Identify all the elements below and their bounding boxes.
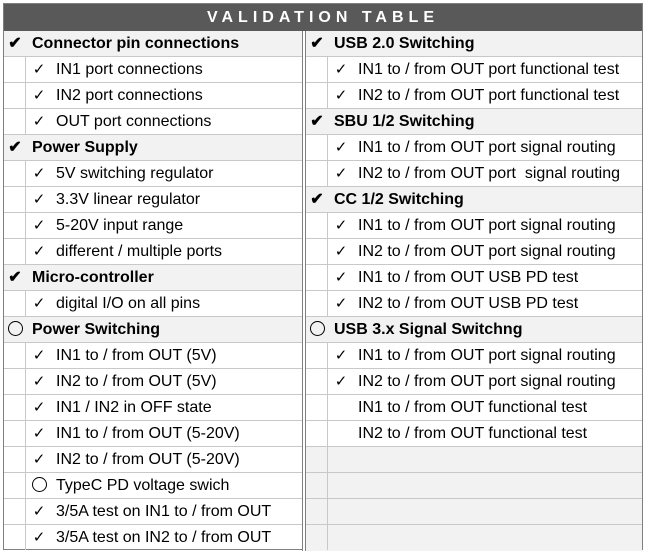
empty-row (306, 525, 642, 551)
table-title: VALIDATION TABLE (4, 4, 642, 31)
checkmark-icon: ✓ (32, 191, 46, 208)
open-circle-icon (32, 477, 47, 492)
test-row (4, 499, 302, 525)
indent-cell (306, 525, 328, 550)
test-row (4, 291, 302, 317)
test-label: IN2 to / from OUT port signal routing (358, 165, 621, 182)
checkmark-icon: ✔ (310, 113, 324, 130)
test-row (4, 447, 302, 473)
category-label: USB 3.x Signal Switchng (334, 321, 523, 338)
indent-cell (4, 161, 26, 186)
category-row (4, 135, 302, 161)
indent-cell (4, 213, 26, 238)
empty-row (306, 473, 642, 499)
checkmark-icon: ✓ (32, 399, 46, 416)
test-row (4, 473, 302, 499)
category-label: SBU 1/2 Switching (334, 113, 475, 130)
test-label: 5-20V input range (56, 217, 184, 234)
indent-cell (306, 499, 328, 524)
test-row (306, 213, 642, 239)
checkmark-icon: ✓ (32, 295, 46, 312)
test-label: IN1 to / from OUT port signal routing (358, 347, 616, 364)
test-row (4, 343, 302, 369)
category-label: CC 1/2 Switching (334, 191, 464, 208)
test-label: IN2 to / from OUT port signal routing (358, 373, 616, 390)
category-row (306, 109, 642, 135)
test-label: digital I/O on all pins (56, 295, 201, 312)
indent-cell (306, 369, 328, 394)
checkmark-icon: ✓ (334, 139, 348, 156)
checkmark-icon: ✔ (8, 35, 22, 52)
checkmark-icon: ✓ (32, 425, 46, 442)
checkmark-icon: ✓ (334, 373, 348, 390)
checkmark-icon: ✓ (32, 61, 46, 78)
test-row (306, 291, 642, 317)
checkmark-icon: ✓ (334, 61, 348, 78)
test-label: IN2 to / from OUT (5-20V) (56, 451, 240, 468)
test-label: IN2 to / from OUT functional test (358, 425, 588, 442)
test-row (4, 213, 302, 239)
test-row (306, 57, 642, 83)
indent-cell (4, 83, 26, 108)
category-row (4, 31, 302, 57)
test-row (4, 421, 302, 447)
indent-cell (306, 473, 328, 498)
test-label: IN2 to / from OUT port signal routing (358, 243, 616, 260)
test-label: 5V switching regulator (56, 165, 214, 182)
indent-cell (306, 239, 328, 264)
indent-cell (4, 525, 26, 550)
indent-cell (306, 161, 328, 186)
test-label: different / multiple ports (56, 243, 223, 260)
category-row (4, 317, 302, 343)
category-row (306, 317, 642, 343)
indent-cell (4, 447, 26, 472)
test-label: IN1 to / from OUT USB PD test (358, 269, 579, 286)
test-row (4, 57, 302, 83)
test-label: 3/5A test on IN1 to / from OUT (56, 503, 272, 520)
indent-cell (306, 447, 328, 472)
test-row (4, 369, 302, 395)
indent-cell (306, 83, 328, 108)
test-label: IN1 to / from OUT port functional test (358, 61, 620, 78)
test-label: TypeC PD voltage swich (56, 477, 230, 494)
category-label: Power Supply (32, 139, 138, 156)
checkmark-icon: ✓ (334, 269, 348, 286)
test-label: 3.3V linear regulator (56, 191, 201, 208)
checkmark-icon: ✓ (32, 529, 46, 546)
checkmark-icon: ✔ (8, 269, 22, 286)
indent-cell (306, 291, 328, 316)
indent-cell (306, 265, 328, 290)
indent-cell (306, 421, 328, 446)
indent-cell (4, 421, 26, 446)
test-row (4, 395, 302, 421)
test-row (4, 525, 302, 551)
checkmark-icon: ✓ (32, 217, 46, 234)
empty-row (306, 499, 642, 525)
checkmark-icon: ✓ (334, 217, 348, 234)
test-label: IN2 to / from OUT port functional test (358, 87, 620, 104)
indent-cell (4, 57, 26, 82)
checkmark-icon: ✓ (334, 347, 348, 364)
category-row (306, 31, 642, 57)
test-label: IN1 to / from OUT (5-20V) (56, 425, 240, 442)
indent-cell (4, 473, 26, 498)
indent-cell (306, 57, 328, 82)
test-label: IN1 to / from OUT port signal routing (358, 217, 616, 234)
test-label: IN2 port connections (56, 87, 203, 104)
test-label: 3/5A test on IN2 to / from OUT (56, 529, 272, 546)
category-label: Micro-controller (32, 269, 154, 286)
indent-cell (306, 135, 328, 160)
indent-cell (4, 187, 26, 212)
indent-cell (4, 291, 26, 316)
empty-row (306, 447, 642, 473)
test-row (306, 83, 642, 109)
test-row (306, 421, 642, 447)
open-circle-icon (310, 321, 325, 336)
test-label: IN2 to / from OUT (5V) (56, 373, 217, 390)
indent-cell (4, 239, 26, 264)
category-row (4, 265, 302, 291)
checkmark-icon: ✓ (334, 295, 348, 312)
checkmark-icon: ✓ (32, 373, 46, 390)
checkmark-icon: ✓ (32, 347, 46, 364)
test-row (4, 239, 302, 265)
checkmark-icon: ✓ (32, 165, 46, 182)
left-column (4, 31, 302, 551)
right-column (306, 31, 642, 551)
checkmark-icon: ✔ (310, 35, 324, 52)
test-label: IN2 to / from OUT USB PD test (358, 295, 579, 312)
test-label: IN1 to / from OUT (5V) (56, 347, 217, 364)
indent-cell (4, 109, 26, 134)
test-row (306, 369, 642, 395)
checkmark-icon: ✓ (32, 113, 46, 130)
indent-cell (4, 369, 26, 394)
checkmark-icon: ✓ (32, 503, 46, 520)
checkmark-icon: ✓ (334, 87, 348, 104)
test-label: OUT port connections (56, 113, 212, 130)
indent-cell (4, 395, 26, 420)
checkmark-icon: ✓ (32, 243, 46, 260)
test-row (306, 395, 642, 421)
test-row (4, 187, 302, 213)
checkmark-icon: ✔ (8, 139, 22, 156)
test-label: IN1 to / from OUT functional test (358, 399, 588, 416)
category-row (306, 187, 642, 213)
indent-cell (306, 395, 328, 420)
test-row (306, 135, 642, 161)
checkmark-icon: ✓ (334, 165, 348, 182)
indent-cell (306, 343, 328, 368)
test-row (306, 265, 642, 291)
open-circle-icon (8, 321, 23, 336)
indent-cell (4, 343, 26, 368)
checkmark-icon: ✔ (310, 191, 324, 208)
checkmark-icon: ✓ (32, 87, 46, 104)
test-label: IN1 to / from OUT port signal routing (358, 139, 616, 156)
indent-cell (306, 213, 328, 238)
validation-table (3, 3, 643, 550)
indent-cell (4, 499, 26, 524)
test-label: IN1 port connections (56, 61, 203, 78)
test-row (306, 343, 642, 369)
test-row (4, 161, 302, 187)
category-label: Power Switching (32, 321, 161, 338)
test-row (4, 83, 302, 109)
category-label: USB 2.0 Switching (334, 35, 475, 52)
test-label: IN1 / IN2 in OFF state (56, 399, 212, 416)
test-row (4, 109, 302, 135)
checkmark-icon: ✓ (334, 243, 348, 260)
test-row (306, 161, 642, 187)
checkmark-icon: ✓ (32, 451, 46, 468)
category-label: Connector pin connections (32, 35, 240, 52)
test-row (306, 239, 642, 265)
